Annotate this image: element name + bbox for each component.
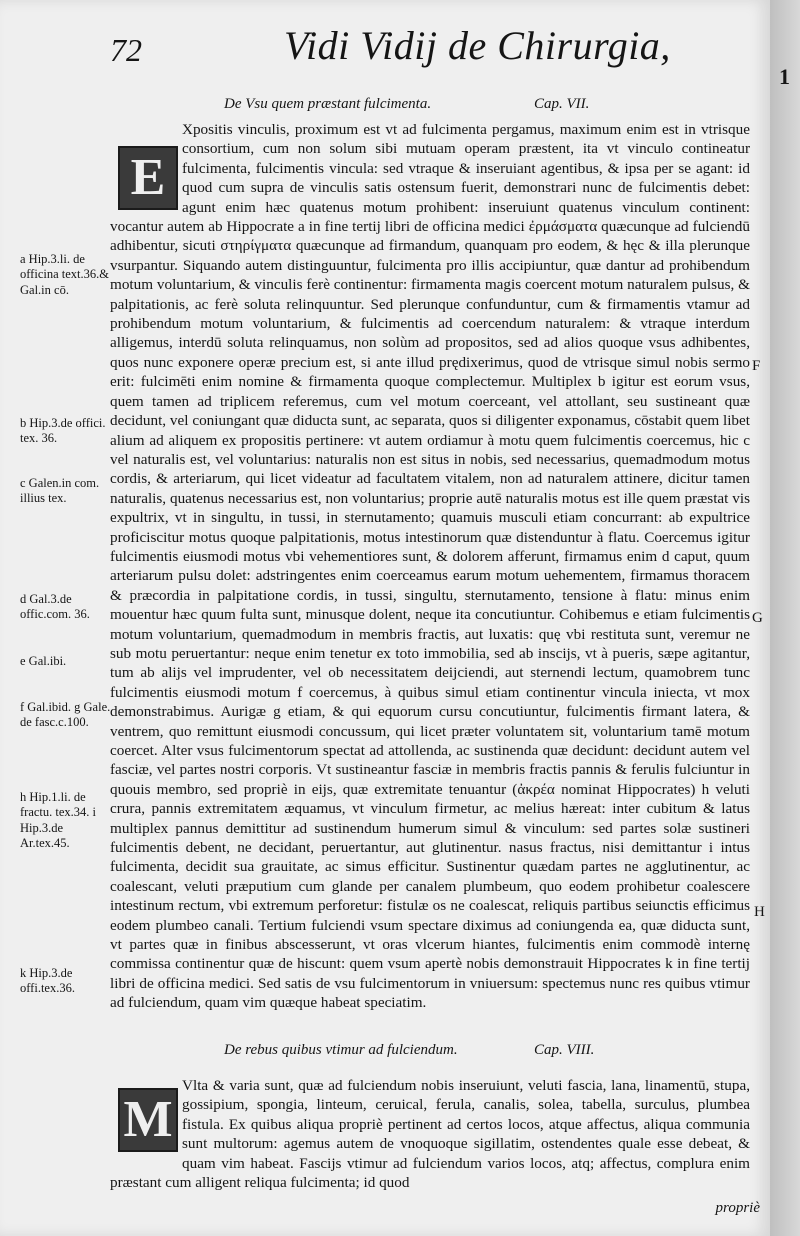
margin-note: h Hip.1.li. de fractu. tex.34. i Hip.3.de Ar.tex.45. — [20, 790, 97, 851]
chapter8-body — [110, 1076, 750, 1200]
page-number: 72 — [110, 32, 142, 68]
margin-note: c Galen.in com. illius tex. — [20, 476, 100, 506]
margin-note: f Gal.ibid. g Gale. de fasc.c.100. — [20, 700, 111, 730]
edge-letter: H — [754, 904, 765, 920]
chapter8-title: De rebus quibus vtimur ad fulciendum. — [224, 1042, 458, 1058]
chapter8-text: Vlta & varia sunt, quæ ad fulciendum nobis inseruiunt, veluti fascia, lana, linamentū, stupa, gossipium, spongia, linteum, ceruical, ferula, canalis, solea, tabella, surculus, plumbea fistula. Ex quibus aliqua propriè pertinent ad certos locos, atque affectus, aliqua communia sunt multorum: agemus autem de vnoquoque sigillatim, ostendentes quale esse debeat, & quam vim habeat. Fascijs vtimur ad fulciendum varios locos, atq; affectus, complura enim præstant cum alligent reliqua fulcimenta; id quod — [110, 1077, 750, 1192]
chapter8-heading — [110, 1042, 750, 1068]
chapter8-number: Cap. VIII. — [534, 1042, 595, 1058]
chapter7-heading — [110, 96, 750, 122]
running-head — [110, 18, 750, 68]
margin-note: a Hip.3.li. de officina text.36.& Gal.in cō. — [20, 252, 109, 297]
running-title: Vidi Vidij de Chirurgia, — [284, 23, 671, 68]
edge-letter: G — [752, 610, 763, 626]
edge-letter: F — [752, 358, 761, 374]
chapter7-text: Xpositis vinculis, proximum est vt ad fulcimenta pergamus, maximum enim est in vtrisque consortium, cum non solum sibi mutuam operam præstent, ita vt vinculo contineatur fulcimenta, fulcimentis vincula: sed vtraque & inseruiant agentibus, & ipsa per se agant: id quod cum supra de vinculis satis ostensum fuerit, demonstrari nunc de fulcimentis debet: agunt enim hæc quatenus motum prohibent: inseruiunt quatenus vinculum continent: vocantur autem ab Hippocrate a in fine tertij libri de officina medici ἐρμάσματα quæcunque ad fulciendū adhibentur, sicuti στηρίγματα quæcunque ad firmandum, quanquam pro eodem, & hęc & illa plerunque vsurpantur. Siquando autem distinguuntur, fulcimenta pro illis accipiuntur, quæ dantur ad prohibendum motum voluntarium, & vinculis ferè continentur: firmamenta magis coercent motum naturalem pulsus, & palpitationis, ac ferè soluta relinquuntur. Sed plerunque confunduntur, cum & firmamentis vtamur ad prohibendum motum voluntarium, & fulcimentis ad coercendum naturalem: & vtraque interdum alligemus, interdū soluta relinquamus, non solùm ad propositos, sed ad alios quoque vsus adhibentes, quos nunc exponere operæ precium est, si ante illud prędixerimus, quod de vtrisque simul nobis sermo erit: fulcimēti enim nomine & firmamenta quoque complectemur. Multiplex b igitur est eorum vsus, quem tamen ad triplicem referemus, cum vel motum coerceant, vel attollant, seu sustineant quæ decidunt, vel coniungant quæ diducta sunt, ac separata, quos si diligenter exponamus, cōstabit quem libet alium ad aliquem ex propositis pertinere: vt autem ordiamur à motu quem fulcimentis coercemus, hic c vel naturalis est, vel voluntarius: naturalis non est situs in nobis, sed necessarius, quemadmodum motus cordis, & arteriarum, qui licet videatur ad facultatem vitalem, non ad naturalem attinere, dicitur tamen naturalis, quatenus necessarius est, non voluntarius; proprie autē naturalis motus est ille quem præstat vis expultrix, vt in singultu, in tussi, in sternutamento; quamuis musculi etiam concurrant: ab expultrice proficiscitur motus quoque palpitationis, motus intestinorum quæ distenduntur à flatu. Coercemus igitur fulcimentis eiusmodi motus vbi vehementiores sunt, & dolorem afferunt, firmamus enim d caput, quum arteriarum pulsu dolet: adstringentes enim coerceamus earum motum uehementem, firmamus thoracem & præcordia in palpitatione cordis, in tussi, singultu, sternutamento, tensione à flatu: minus enim mouentur hæc quum fulta sunt, minusque dolent, neque ita concutiuntur. Cohibemus e etiam fulcimentis motum voluntarium, quemadmodum in membris fractis, aut luxatis: quę vbi restituta sunt, veremur ne sub motu peruertantur: neque enim tenetur ex toto immobilia, sed ab inscijs, vt à pueris, sæpe agitantur, tum ab alijs vel imprudenter, vel ob necessitatem deijciendi, aut sternendi lectum, quamobrem tunc fulcimentis eiusmodi motum f coercemus, à quibus simul etiam continentur vincula iniecta, vt mox demonstrabimus. Aurigæ g etiam, & qui equorum cursu concutiuntur, fulcimentis firmant latera, & ventrem, quo remittunt eiusmodi concussum, qui licet præter voluntatem sit, voluntarium tamē motum coercet. Alter vsus fulcimentorum spectat ad attollenda, ac sustinenda quæ decidunt: decidunt autem vel fasciæ, vel partes nostri corporis. Vt sustineantur fasciæ in membris fractis pannis & ferulis fulciuntur in quouis membro, sed propriè in eijs, quæ extremitate tenuantur (ἀκρέα nominat Hippocrates) h veluti crura, pannis extremitatem æquamus, vt vinculum firmetur, ac melius hæreat: inter cubitum & latus multiplex pannus demittitur ad sustinendum humerum simul & vinculum: sed partes solæ sustineri fulcimentis debent, ne decidant, peruertantur, aut glutinentur. nasus fractus, nisi demittantur i intus fulcimenta, decidit sua grauitate, ac simus efficitur. Sustinentur quædam partes ne agglutinentur, ac coalescant, veluti præputium cum glande per canalem plumbeum, quo eodem prohibetur coalescere intestinum rectum, vbi extremum perforetur: fistulæ os ne coalescat, reliquis partibus seiunctis efficimus eodem plumbeo canali. Tertium fulciendi vsum spectare diximus ad coniungenda ea, quæ diducta sunt, vt partes quæ in finibus abscesserunt, vt oras vlcerum hiantes, fulcimentis enim commodè internę commissa continentur quæ de hiscunt: quem vsum apertè nobis demonstrauit Hippocrates k in fine tertij libri de officina medici. Sed satis de vsu fulcimentorum in vniuersum: spectemus nunc res quibus vtimur ad fulciendum, quam vim quæque habeat speciatim. — [110, 121, 750, 1012]
facing-page-edge — [770, 0, 800, 1236]
chapter7-body — [110, 120, 750, 1026]
margin-note: k Hip.3.de offi.tex.36. — [20, 966, 75, 996]
dropcap-m-letter: M — [123, 1091, 173, 1148]
catchword: propriè — [715, 1200, 760, 1216]
margin-note: d Gal.3.de offic.com. 36. — [20, 592, 90, 622]
margin-note: b Hip.3.de offici. tex. 36. — [20, 416, 106, 446]
chapter7-number: Cap. VII. — [534, 96, 590, 112]
margin-note: e Gal.ibi. — [20, 654, 67, 668]
dropcap-e-letter: E — [130, 149, 166, 206]
corner-mark: 1 — [779, 64, 790, 89]
chapter7-title: De Vsu quem præstant fulcimenta. — [224, 96, 432, 112]
